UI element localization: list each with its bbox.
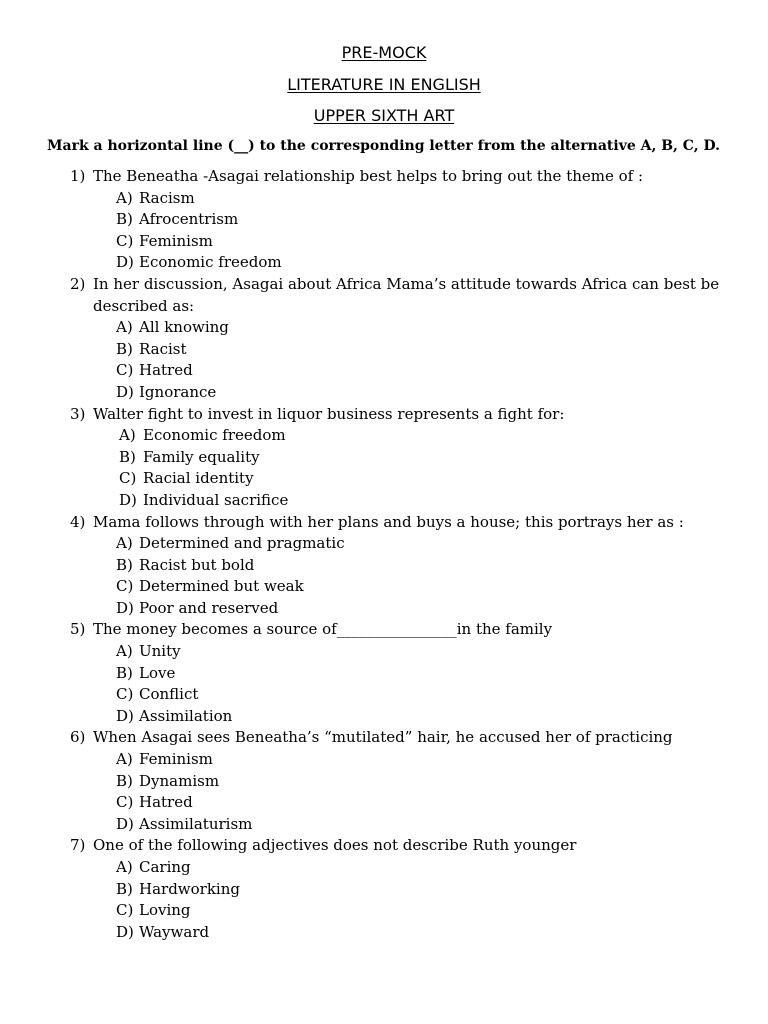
option-letter: C) [116, 685, 134, 704]
question-text: One of the following adjectives does not describe Ruth younger [93, 836, 577, 855]
answer-option [0, 317, 768, 339]
answer-option [0, 857, 768, 879]
answer-option [0, 792, 768, 814]
answer-option [0, 749, 768, 771]
option-text: Family equality [143, 447, 260, 466]
answer-option [0, 922, 768, 944]
option-text: Dynamism [139, 771, 220, 790]
question-stem [0, 512, 768, 534]
answer-option [0, 209, 768, 231]
exam-title [0, 43, 768, 63]
question-item [0, 835, 768, 943]
option-letter: C) [116, 577, 134, 596]
question-text: In her discussion, Asagai about Africa Mama’s attitude towards Africa can best be [93, 274, 720, 293]
option-text: Economic freedom [139, 253, 282, 272]
question-number: 5) [70, 620, 86, 639]
option-text: Love [139, 663, 176, 682]
question-number: 2) [70, 274, 86, 293]
answer-option [0, 598, 768, 620]
option-text: Individual sacrifice [143, 490, 289, 509]
question-item [0, 274, 768, 404]
option-text: Determined but weak [139, 577, 304, 596]
question-list [0, 166, 768, 943]
option-text: Ignorance [139, 382, 217, 401]
answer-option [0, 447, 768, 469]
option-letter: B) [116, 663, 133, 682]
answer-option [0, 641, 768, 663]
question-number: 6) [70, 728, 86, 747]
option-text: Racial identity [143, 469, 254, 488]
question-stem [0, 619, 768, 641]
answer-option [0, 490, 768, 512]
option-letter: B) [119, 447, 136, 466]
option-text: Caring [139, 858, 191, 876]
option-letter: C) [116, 901, 134, 920]
subject-title-text: LITERATURE IN ENGLISH [287, 75, 481, 94]
option-letter: A) [116, 188, 133, 207]
option-letter: D) [116, 814, 134, 833]
answer-option [0, 814, 768, 836]
answer-option [0, 252, 768, 274]
option-text: Unity [139, 642, 181, 661]
answer-option [0, 879, 768, 901]
question-stem [0, 166, 768, 188]
answer-option [0, 339, 768, 361]
answer-option [0, 533, 768, 555]
option-text: Assimilaturism [139, 814, 253, 833]
question-text: The Beneatha -Asagai relationship best helps to bring out the theme of : [93, 167, 644, 185]
option-letter: A) [116, 318, 133, 337]
question-stem [0, 404, 768, 426]
question-number: 7) [70, 836, 86, 855]
answer-option [0, 706, 768, 728]
subject-title [0, 75, 768, 95]
exam-title-text: PRE-MOCK [341, 43, 427, 62]
option-text: Conflict [139, 685, 199, 704]
question-item [0, 166, 768, 274]
question-text: Walter fight to invest in liquor business represents a fight for: [93, 404, 565, 423]
class-title [0, 106, 768, 126]
option-letter: B) [116, 771, 133, 790]
option-letter: C) [116, 361, 134, 380]
option-letter: C) [116, 231, 134, 250]
answer-option [0, 555, 768, 577]
option-text: Hatred [139, 361, 193, 380]
option-letter: D) [116, 706, 134, 725]
answer-option [0, 360, 768, 382]
answer-option [0, 900, 768, 922]
answer-option [0, 576, 768, 598]
question-stem [0, 274, 768, 296]
option-letter: B) [116, 879, 133, 898]
option-text: Racist [139, 339, 187, 358]
answer-option [0, 663, 768, 685]
option-letter: B) [116, 555, 133, 574]
option-letter: A) [116, 642, 133, 661]
option-text: Economic freedom [143, 426, 286, 445]
option-letter: B) [116, 339, 133, 358]
answer-option [0, 468, 768, 490]
question-number: 4) [70, 512, 86, 531]
option-letter: B) [116, 210, 133, 229]
question-item [0, 404, 768, 512]
question-stem [0, 727, 768, 749]
option-letter: C) [119, 469, 137, 488]
option-letter: D) [116, 598, 134, 617]
answer-option [0, 382, 768, 404]
option-text: Hardworking [139, 879, 240, 898]
option-text: Feminism [139, 231, 213, 250]
question-text: When Asagai sees Beneatha’s “mutilated” hair, he accused her of practicing [93, 728, 673, 747]
question-stem-continued [0, 296, 768, 318]
instruction-text: Mark a horizontal line (__) to the corresponding letter from the alternative A, B, C, D. [47, 138, 720, 154]
option-letter: C) [116, 793, 134, 812]
question-item [0, 512, 768, 620]
option-text: Loving [139, 901, 191, 920]
option-letter: A) [116, 534, 133, 553]
option-text: Determined and pragmatic [139, 534, 345, 553]
option-letter: D) [116, 922, 134, 941]
option-letter: D) [116, 253, 134, 272]
question-number: 3) [70, 404, 86, 423]
option-letter: A) [116, 750, 133, 769]
question-item [0, 727, 768, 835]
question-text: The money becomes a source of________________in the family [93, 620, 553, 639]
option-text: Feminism [139, 750, 213, 769]
answer-option [0, 771, 768, 793]
option-text: Hatred [139, 793, 193, 812]
option-text: Racism [139, 188, 195, 207]
option-text: All knowing [139, 318, 229, 337]
question-number: 1) [70, 167, 86, 185]
option-letter: D) [119, 490, 137, 509]
question-text: described as: [93, 296, 195, 315]
answer-option [0, 425, 768, 447]
answer-option [0, 684, 768, 706]
question-item [0, 619, 768, 727]
option-letter: A) [119, 426, 136, 445]
option-letter: D) [116, 382, 134, 401]
question-stem [0, 835, 768, 857]
class-title-text: UPPER SIXTH ART [313, 106, 455, 125]
option-text: Wayward [139, 922, 210, 941]
option-text: Racist but bold [139, 555, 255, 574]
answer-option [0, 231, 768, 253]
option-text: Poor and reserved [139, 598, 279, 617]
option-letter: A) [116, 858, 133, 876]
option-text: Afrocentrism [139, 210, 239, 229]
question-text: Mama follows through with her plans and buys a house; this portrays her as : [93, 512, 684, 531]
option-text: Assimilation [139, 706, 233, 725]
answer-option [0, 188, 768, 210]
